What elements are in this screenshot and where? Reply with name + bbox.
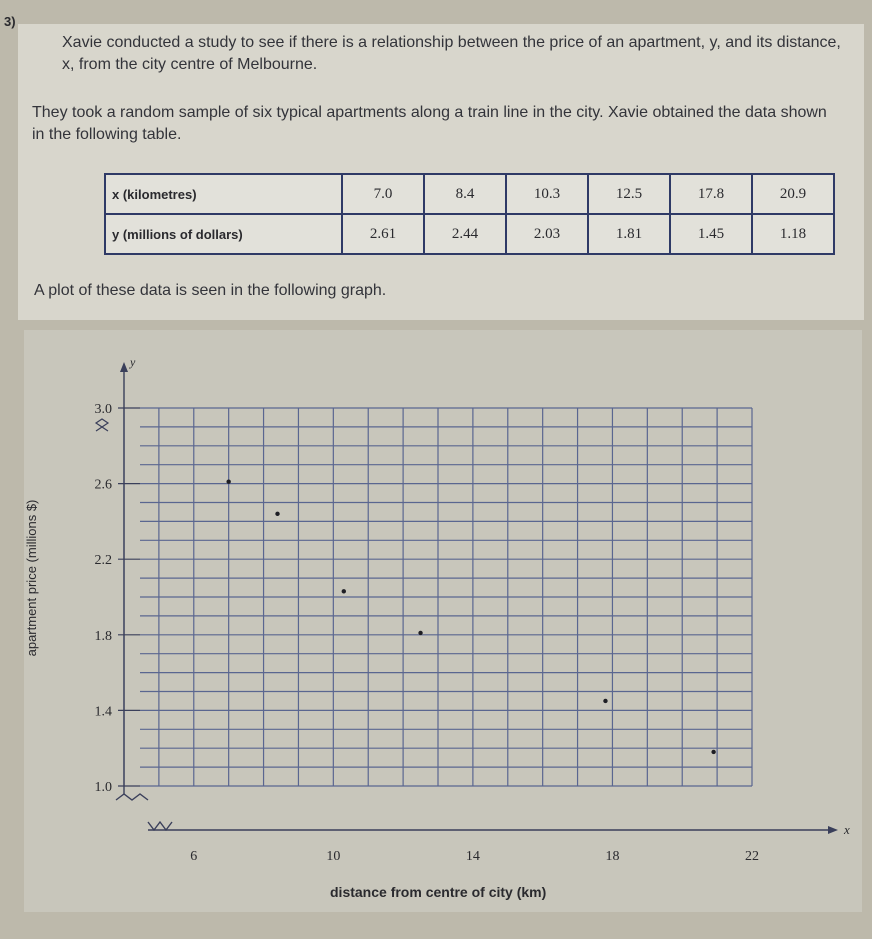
x-axis-label: distance from centre of city (km) <box>330 884 547 900</box>
table-cell: 17.8 <box>670 174 752 214</box>
table-cell: 7.0 <box>342 174 424 214</box>
table-cell: 1.45 <box>670 214 752 254</box>
table-cell: 20.9 <box>752 174 834 214</box>
y-tick-label: 1.0 <box>94 780 112 795</box>
question-number: 3) <box>4 14 16 29</box>
data-point <box>275 512 279 516</box>
y-axis-arrow <box>120 362 128 372</box>
axis-break-x <box>148 822 172 830</box>
y-tick-label: 2.2 <box>94 553 112 569</box>
y-axis-label: apartment price (millions $) <box>24 499 39 657</box>
y-tick-label: 3.0 <box>94 402 112 417</box>
axis-break-y <box>116 794 148 800</box>
y-tick-label: 1.8 <box>94 628 112 644</box>
table-cell: 1.81 <box>588 214 670 254</box>
axis-break-marker <box>96 419 108 431</box>
data-point <box>603 699 607 703</box>
x-tick-label: 22 <box>745 849 759 864</box>
data-point <box>418 631 422 635</box>
data-point <box>342 589 346 593</box>
intro-text: Xavie conducted a study to see if there is a relationship between the price of an apartment, y, and its distance, x, from the city centre of Melbourne. <box>62 34 841 73</box>
x-tick-label: 6 <box>190 849 198 864</box>
table-cell: 2.03 <box>506 214 588 254</box>
table-cell: 10.3 <box>506 174 588 214</box>
sample-text: They took a random sample of six typical apartments along a train line in the city. Xavie obtained the data shown in the following table. <box>32 104 827 143</box>
data-point <box>226 480 230 484</box>
y-tick-label: 1.4 <box>94 704 112 720</box>
y-axis-symbol: y <box>130 355 136 369</box>
x-tick-label: 18 <box>605 849 620 864</box>
table-cell: 2.61 <box>342 214 424 254</box>
x-tick-label: 10 <box>326 849 341 864</box>
x-header-cell: x (kilometres) <box>105 174 342 214</box>
table-cell: 12.5 <box>588 174 670 214</box>
x-axis-arrow <box>828 826 838 834</box>
data-point <box>711 750 715 754</box>
x-axis-symbol: x <box>844 822 850 837</box>
table-cell: 1.18 <box>752 214 834 254</box>
table-cell: 2.44 <box>424 214 506 254</box>
x-tick-label: 14 <box>465 849 480 864</box>
y-tick-label: 2.6 <box>94 477 112 493</box>
table-cell: 8.4 <box>424 174 506 214</box>
y-header-cell: y (millions of dollars) <box>105 214 342 254</box>
plot-caption: A plot of these data is seen in the following graph. <box>34 282 387 299</box>
